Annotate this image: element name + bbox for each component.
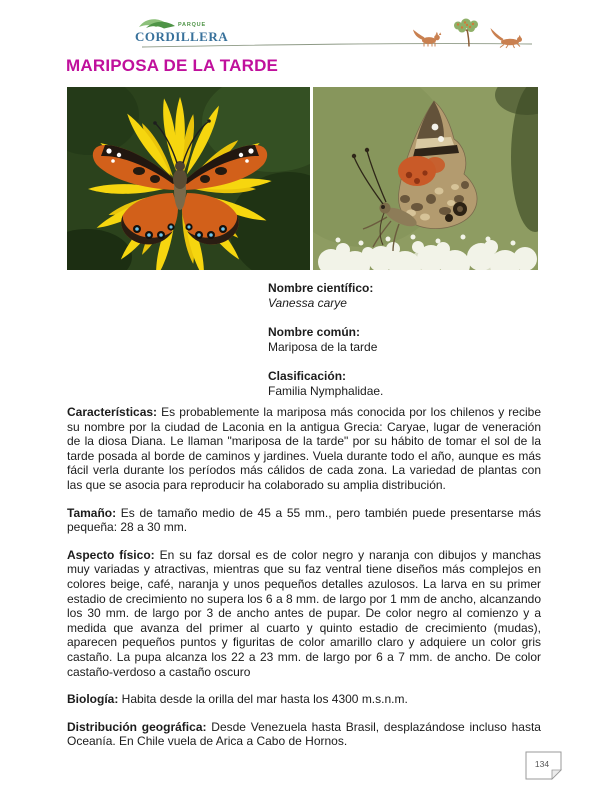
scientific-name-group bbox=[268, 281, 538, 311]
section-biologia bbox=[67, 692, 541, 707]
description-sections bbox=[67, 405, 541, 762]
page-corner-icon bbox=[525, 751, 563, 781]
section-caracteristicas bbox=[67, 405, 541, 493]
scientific-name-label: Nombre científico: bbox=[268, 281, 374, 295]
logo-park-word: PARQUE bbox=[178, 22, 206, 28]
section-aspecto-fisico bbox=[67, 548, 541, 679]
taxonomy-block bbox=[268, 281, 538, 413]
section-label: Características: bbox=[67, 405, 158, 419]
section-text: En su faz dorsal es de color negro y naranja con dibujos y manchas muy variadas y atractivas, mientras que su faz ventral tiene diseños más complejos en colores beige, café, naranja y unos pequeños detalles azulosos. La larva en su primer estadio de crecimiento no supera los 6 a 8 mm. de largo por 1 mm de ancho, alcanzando los 30 mm. de largo por 3 de ancho antes de pupar. De color negro al comienzo y a medida que avanza del primer al cuarto y quinto estadio de crecimiento (mudas), aparecen pequeños puntos y figuritas de color amarillo claro y adquiere un color gris castaño. La pupa alcanza los 22 a 23 mm. de largo por 6 a 7 mm. de ancho. De color castaño-verdoso a castaño oscuro bbox=[67, 547, 541, 679]
header-rule-line bbox=[142, 44, 532, 47]
section-text: Es probablemente la mariposa más conocida por los chilenos y recibe su nombre por la ciudad de Laconia en la antigua Grecia: Caryae, lugar de veneración de la diosa Diana. Le llaman "mariposa de la tarde" por su hábito de tomar el sol de la tarde posada al borde de caminos y jardines. Vuela durante todo el año, aunque es más fácil verla durante los períodos más cálidos de cada zona. La variedad de plantas con las que se asocia para reproducir ha colaborado su amplia distribución. bbox=[67, 405, 541, 492]
scientific-name-value: Vanessa carye bbox=[268, 296, 347, 310]
classification-value: Familia Nymphalidae. bbox=[268, 384, 384, 398]
classification-group bbox=[268, 369, 538, 399]
section-distribucion-geografica bbox=[67, 720, 541, 749]
photo-strip bbox=[67, 87, 538, 270]
section-tamano bbox=[67, 506, 541, 535]
section-label: Biología: bbox=[67, 692, 119, 707]
photo-butterfly-dorsal bbox=[67, 87, 310, 270]
page-title: MARIPOSA DE LA TARDE bbox=[66, 56, 279, 75]
section-text: Habita desde la orilla del mar hasta los 4300 m.s.n.m. bbox=[121, 692, 408, 707]
page-number: 134 bbox=[534, 759, 550, 769]
tree-icon bbox=[454, 19, 478, 47]
section-text: Desde Venezuela hasta Brasil, desplazándose incluso hasta Oceanía. En Chile vuela de Arica a Cabo de Hornos. bbox=[67, 719, 541, 749]
section-label: Tamaño: bbox=[67, 505, 117, 520]
common-name-label: Nombre común: bbox=[268, 325, 361, 339]
common-name-group bbox=[268, 325, 538, 355]
common-name-value: Mariposa de la tarde bbox=[268, 340, 378, 354]
section-label: Distribución geográfica: bbox=[67, 719, 207, 734]
section-text: Es de tamaño medio de 45 a 55 mm., pero también puede presentarse más pequeña: 28 a 30 mm. bbox=[67, 505, 541, 535]
header-decoration bbox=[140, 18, 535, 50]
section-label: Aspecto físico: bbox=[67, 547, 155, 562]
classification-label: Clasificación: bbox=[268, 369, 347, 383]
running-animal-icon bbox=[491, 28, 523, 48]
photo-butterfly-ventral bbox=[313, 87, 538, 270]
logo-cordillera-word: CORDILLERA bbox=[135, 29, 229, 44]
page-number-marker bbox=[525, 751, 563, 786]
